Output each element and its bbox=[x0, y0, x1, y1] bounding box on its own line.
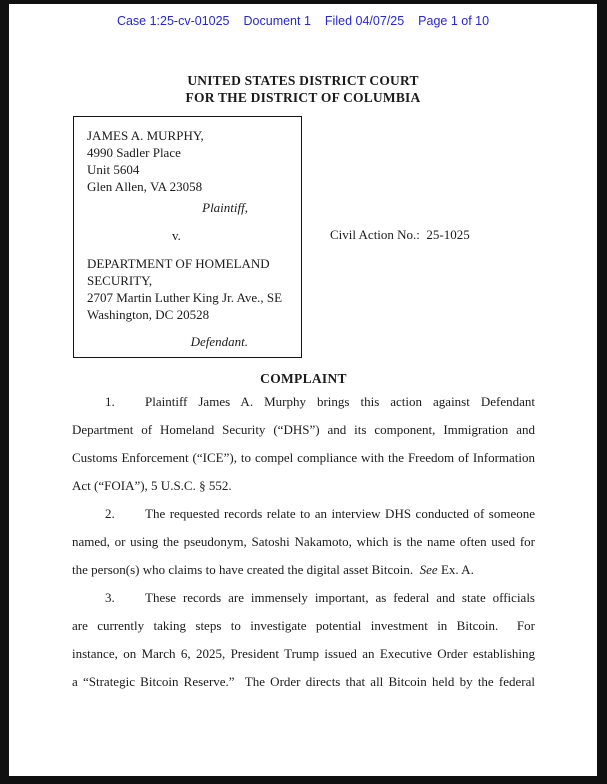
text-line bbox=[72, 388, 535, 416]
address-line: DEPARTMENT OF HOMELAND bbox=[87, 256, 270, 271]
text-segment: the person(s) who claims to have created the digital asset Bitcoin. bbox=[72, 562, 420, 577]
text-segment: Department of Homeland Security (“DHS”) and its component, Immigration and bbox=[72, 422, 535, 437]
italic-text: See bbox=[419, 562, 438, 577]
defendant-address-block bbox=[87, 255, 301, 323]
text-line bbox=[72, 668, 535, 696]
versus-label: v. bbox=[172, 228, 181, 243]
paragraph-2 bbox=[72, 500, 535, 584]
text-line bbox=[72, 528, 535, 556]
text-line bbox=[72, 500, 535, 528]
stamp-page-number: Page 1 of 10 bbox=[418, 14, 490, 28]
address-line: SECURITY, bbox=[87, 273, 153, 288]
text-line bbox=[72, 472, 535, 500]
defendant-label: Defendant. bbox=[190, 334, 248, 349]
case-caption-box bbox=[73, 116, 302, 358]
stamp-document-number: Document 1 bbox=[243, 14, 311, 28]
court-title bbox=[9, 72, 597, 106]
paragraph-number: 1. bbox=[105, 394, 115, 409]
document-page bbox=[9, 4, 597, 776]
text-segment: are currently taking steps to investigate potential investment in Bitcoin. For bbox=[72, 618, 535, 633]
civil-action-number: Civil Action No.: 25-1025 bbox=[330, 227, 470, 242]
text-line bbox=[72, 584, 535, 612]
ecf-stamp-header bbox=[9, 14, 597, 28]
address-line: JAMES A. MURPHY, bbox=[87, 128, 204, 143]
plaintiff-label: Plaintiff, bbox=[202, 200, 248, 215]
text-segment: Customs Enforcement (“ICE”), to compel compliance with the Freedom of Information bbox=[72, 450, 535, 465]
text-segment: Act (“FOIA”), 5 U.S.C. § 552. bbox=[72, 478, 232, 493]
text-line bbox=[72, 640, 535, 668]
body-paragraphs bbox=[72, 388, 535, 696]
text-segment: The requested records relate to an interview DHS conducted of someone bbox=[145, 506, 535, 521]
text-segment: a “Strategic Bitcoin Reserve.” The Order directs that all Bitcoin held by the federal bbox=[72, 674, 535, 689]
address-line: 4990 Sadler Place bbox=[87, 145, 181, 160]
text-segment: named, or using the pseudonym, Satoshi Nakamoto, which is the name often used for bbox=[72, 534, 535, 549]
text-segment: These records are immensely important, as federal and state officials bbox=[145, 590, 535, 605]
address-line: Unit 5604 bbox=[87, 162, 140, 177]
stamp-filed-date: Filed 04/07/25 bbox=[324, 14, 405, 28]
plaintiff-address-block bbox=[87, 127, 301, 195]
paragraph-3 bbox=[72, 584, 535, 696]
paragraph-1 bbox=[72, 388, 535, 500]
text-line bbox=[72, 444, 535, 472]
text-line bbox=[72, 416, 535, 444]
court-title-line2: FOR THE DISTRICT OF COLUMBIA bbox=[185, 90, 421, 105]
address-line: Washington, DC 20528 bbox=[87, 307, 210, 322]
court-title-line1: UNITED STATES DISTRICT COURT bbox=[187, 73, 419, 88]
text-segment: Ex. A. bbox=[437, 562, 474, 577]
stamp-case-number: Case 1:25-cv-01025 bbox=[116, 14, 230, 28]
text-segment: instance, on March 6, 2025, President Trump issued an Executive Order establishing bbox=[72, 646, 535, 661]
text-line bbox=[72, 556, 535, 584]
complaint-heading: COMPLAINT bbox=[260, 371, 347, 386]
paragraph-number: 2. bbox=[105, 506, 115, 521]
text-segment: Plaintiff James A. Murphy brings this action against Defendant bbox=[145, 394, 535, 409]
text-line bbox=[72, 612, 535, 640]
address-line: Glen Allen, VA 23058 bbox=[87, 179, 203, 194]
paragraph-number: 3. bbox=[105, 590, 115, 605]
address-line: 2707 Martin Luther King Jr. Ave., SE bbox=[87, 290, 283, 305]
